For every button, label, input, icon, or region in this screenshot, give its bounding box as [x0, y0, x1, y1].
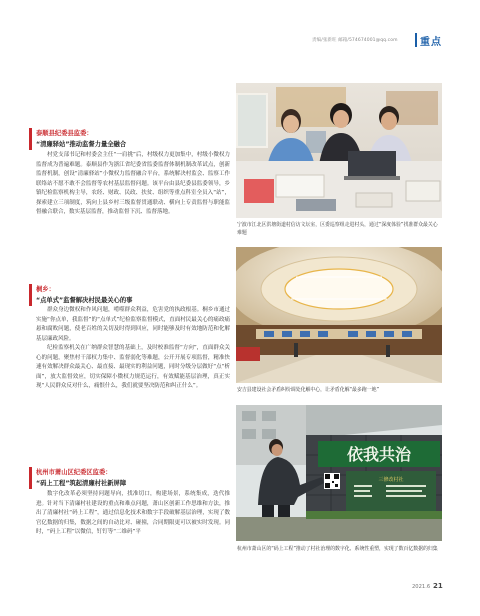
article-kicker: 泰顺县纪委县监委： — [36, 130, 93, 137]
sign-text: 依我共治 — [346, 445, 412, 464]
footer-issue: 2021.6 — [412, 584, 431, 590]
sign-board-text: 三修改村社 — [378, 477, 404, 483]
article-paragraph: 数字化改革必须坚持问题导向，找准切口，构建场景，系统集成，迭代推进。针对当下清廉村社建设的重点和难点问题，萧山区创新工作思维和方法，推出了清廉村社“码上工程”，通过信息化技术和数字手段破解基层治理，实现了数官亿数据的归集，数据之间的自动比对、碰撞，合同期限更可以被实时发现。同时，“码上工程”以微信，钉钉等“二维码”平 — [36, 491, 230, 536]
section-accent-bar — [29, 128, 32, 150]
article-headline: “清廉驿站”推动监督力量全融合 — [36, 141, 127, 148]
photo-caption: 安吉县建设社会矛盾纠纷调处化解中心，让矛盾化解“最多跑一地” — [237, 387, 380, 393]
header-divider — [415, 33, 417, 47]
page-number: 21 — [433, 582, 443, 590]
section-accent-bar — [29, 467, 32, 489]
article-kicker: 桐乡： — [36, 286, 55, 293]
article-headline: “码上工程”筑起清廉村社新屏障 — [36, 480, 127, 487]
header-section-title: 重点 — [420, 37, 442, 48]
article-paragraph: 纪检监察机关在广纳群众智慧的基础上，及时校准监督“方向”，直面群众关心的问题，聚焦村干部权力集中、监督弱化等难题，公开开展专项监督，精准快速有效解决群众最关心、最直接、最现实的利益问题，同时分级分层做好“点“析面”，放大监督效应，切实保障小微权力规范运行，有效赋能基层治理，真正实现“人民群众反对什么，痛恨什么，我们就要坚决防范和纠正什么”。 — [36, 345, 230, 390]
qr-sign-photo-image — [236, 405, 442, 541]
photo-caption: 宁波市江北区洪塘街道村信访文坛室，区委巡察组走进村头，通过“深度体验”找准群众最关心难题 — [237, 222, 438, 236]
photo-meeting — [236, 83, 442, 218]
photo-caption: 杭州市萧山区的“码上工程”推动了村社治理的数字化、系统性重塑，实现了数百亿数据的归集 — [237, 546, 438, 552]
article-body — [36, 490, 230, 538]
article-paragraph: 群众身边微权和作风问题，啃噬群众利益，危害党的执政根基。桐乡市通过实施“你点单，我监督”的“点单式”纪检监察监督模式，直面村民最关心的痛政痛悬和腐败问题，使老百姓的关切及时得到回应，同时能够及时有效地防范和化解基层廉政风险。 — [36, 307, 230, 342]
article-body — [36, 151, 230, 218]
article-kicker: 杭州市萧山区纪委区监委： — [36, 469, 112, 476]
hall-photo-image — [236, 247, 442, 383]
section-accent-bar — [29, 284, 32, 306]
header-meta: 责编/张新旺 邮箱/574674001@qq.com — [312, 38, 398, 43]
article-paragraph: 村党支部书记和村委会主任“一肩挑”后，村级权力更加集中，村级小微权力监督成为普遍难题。泰顺县作为浙江省纪委省监委监督体制机制改革试点，创新监督机制，创设“清廉驿站”小微权力监督融合平台，系统解决村监会、监察工作联络站不愿不敢不会监督等农村基层监督问题。该平台由县纪委县监委领导，乡镇纪检监察机构主导，农经、财政、民政、扶贫、组织等重点科室全员入“站”，探索建立三项制度，筑向上县乡村三级监督贯通联动、横向上专责监督与职能监督融合联合，数实基层监督，推动监督下沉、监督落地。 — [36, 152, 230, 216]
photo-service-hall — [236, 247, 442, 383]
article-headline: “点单式”监督解决村民最关心的事 — [36, 297, 133, 304]
article-body — [36, 306, 230, 392]
photo-qr-sign — [236, 405, 442, 541]
meeting-photo-image — [236, 83, 442, 218]
